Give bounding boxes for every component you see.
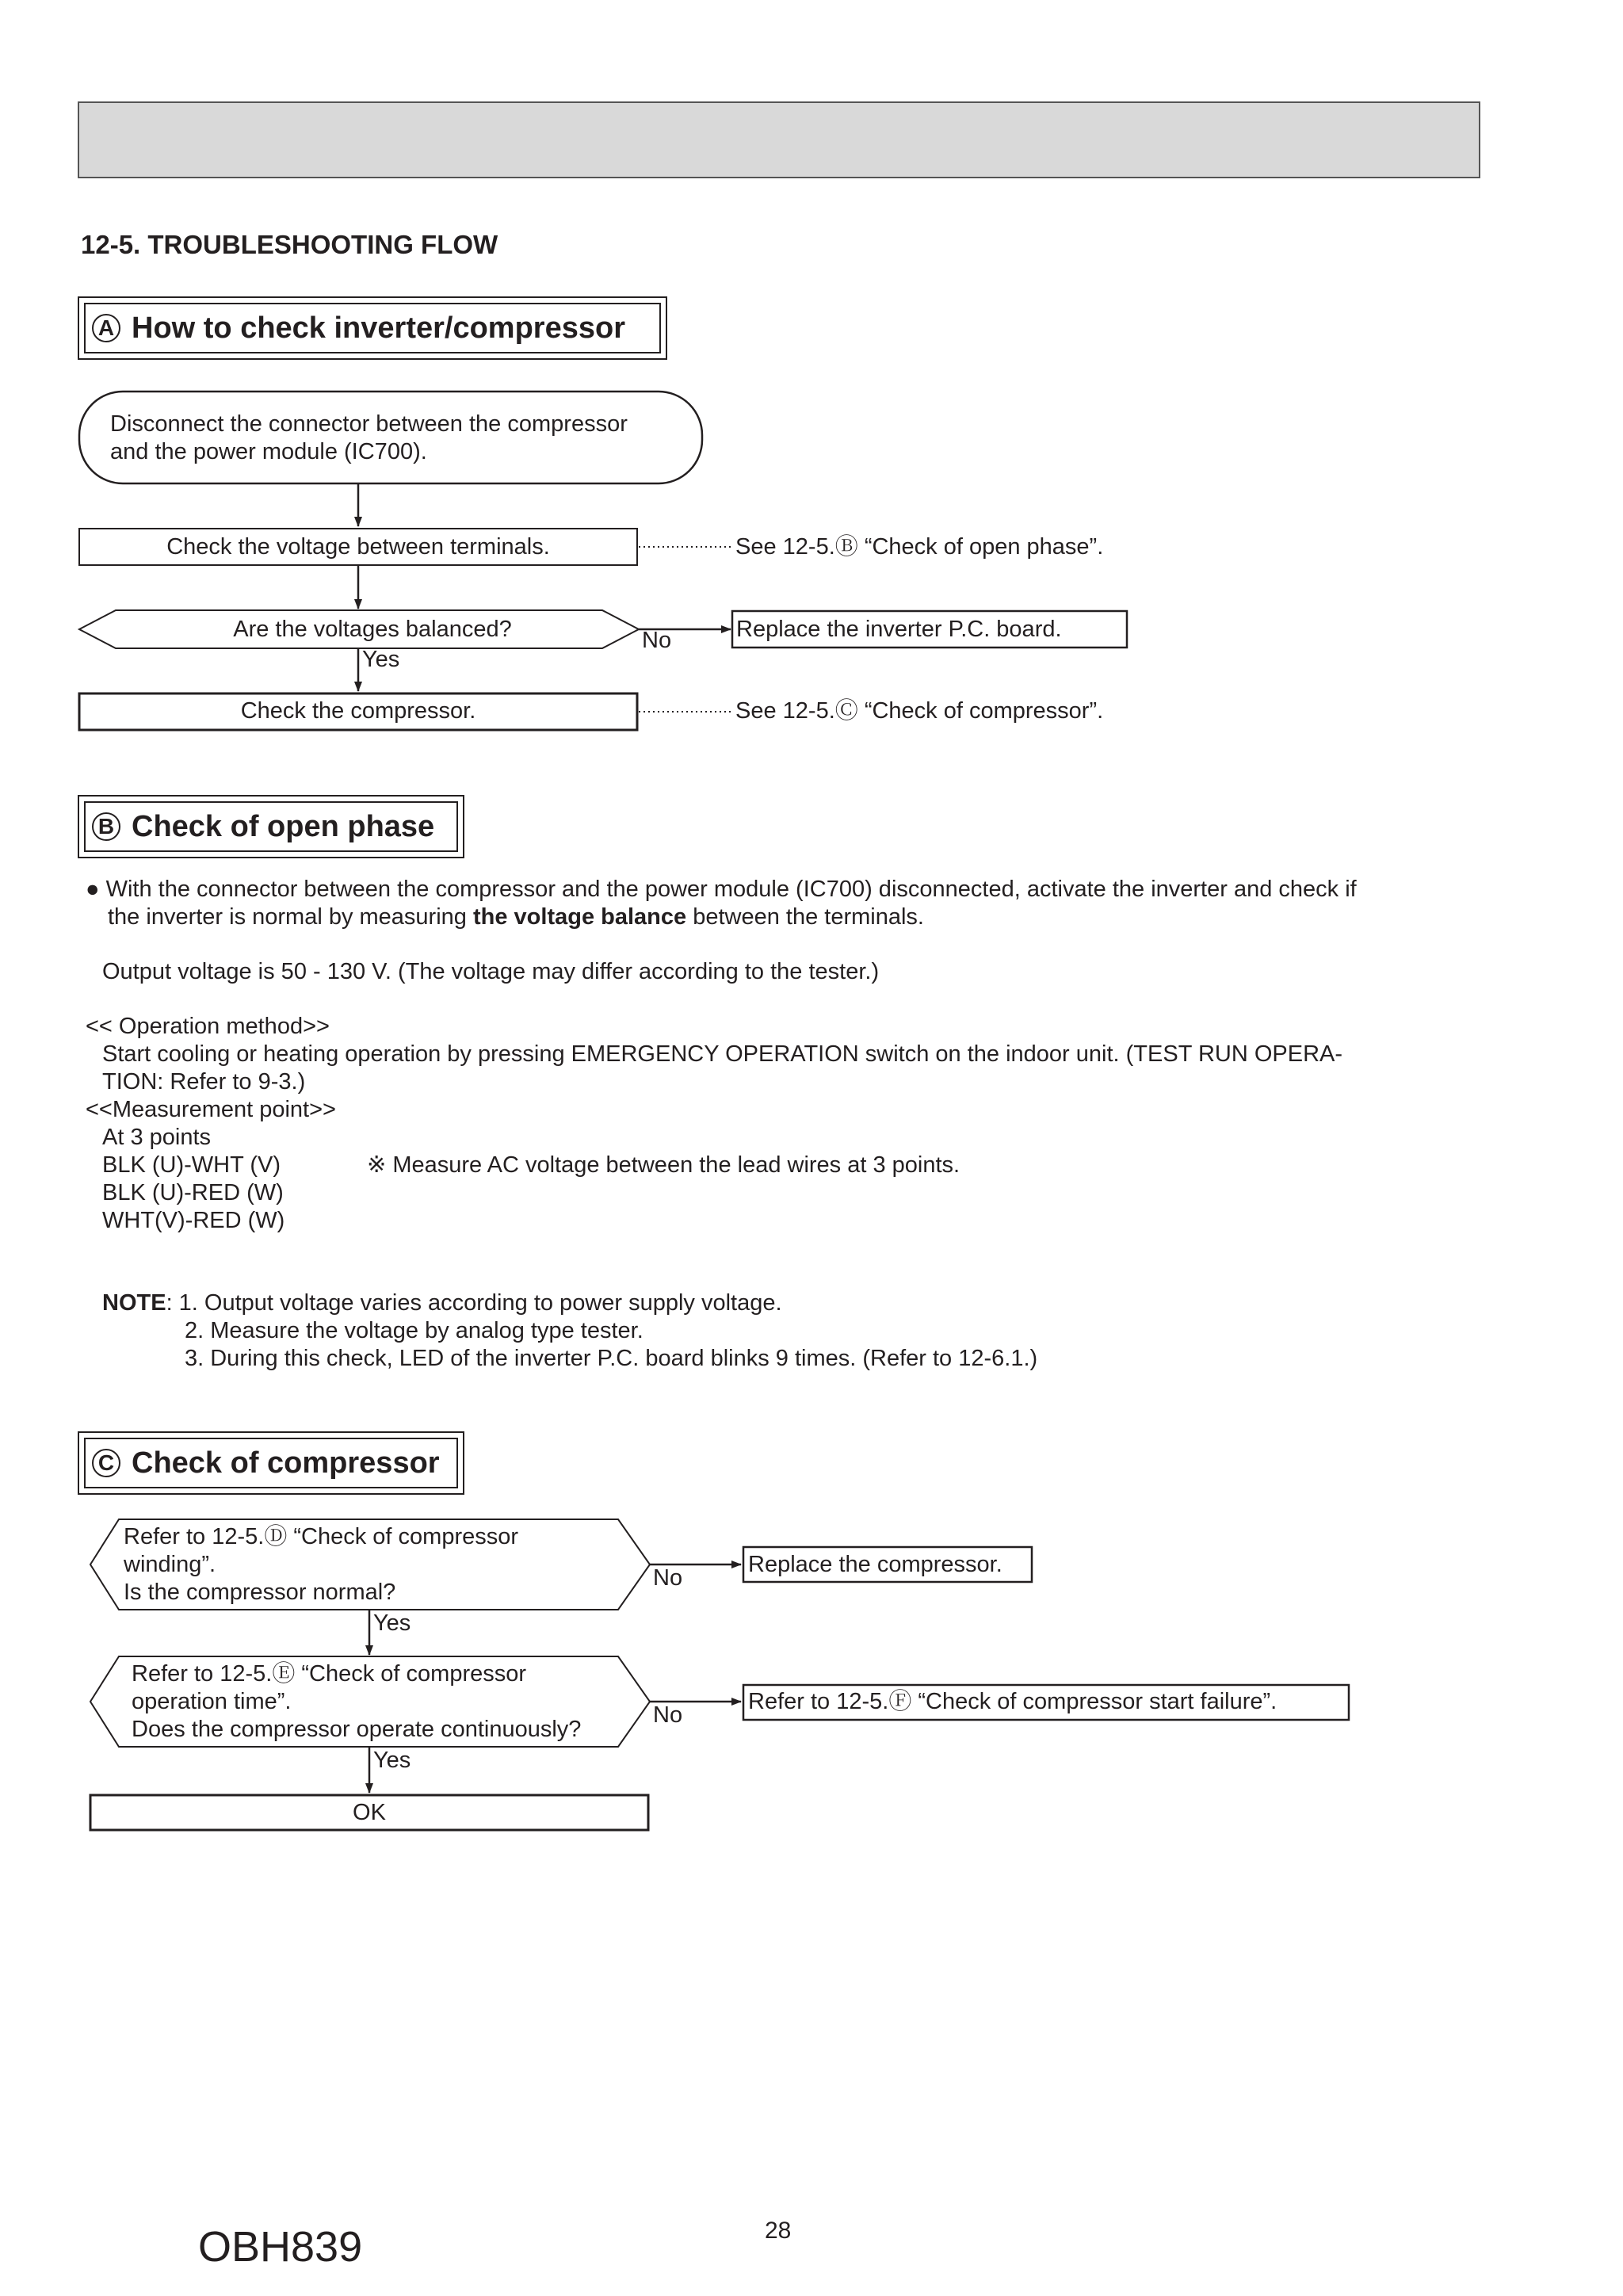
measurement-note: ※ Measure AC voltage between the lead wires at 3 points.: [367, 1152, 960, 1178]
decision2-line2: operation time”.: [132, 1689, 292, 1714]
step2-text: Check the compressor.: [240, 698, 476, 724]
replace-board-text: Replace the inverter P.C. board.: [736, 617, 1062, 642]
section-b-title: Check of open phase: [132, 809, 435, 843]
document-code: OBH839: [198, 2223, 363, 2271]
decision1-yes-label: Yes: [373, 1610, 411, 1636]
badge-c-icon: C: [92, 1449, 120, 1477]
decision-no-label: No: [642, 628, 672, 653]
operation-method-heading: << Operation method>>: [86, 1014, 330, 1039]
decision1-no-label: No: [653, 1565, 683, 1591]
section-b-bullet-line1: ● With the connector between the compressor and the power module (IC700) disconnected, activate the inverter and check if: [86, 877, 1357, 902]
decision2-line1: Refer to 12-5.Ⓔ “Check of compressor: [132, 1661, 527, 1687]
start-text-line2: and the power module (IC700).: [110, 439, 427, 464]
step1-reference: See 12-5.Ⓑ “Check of open phase”.: [735, 534, 1104, 560]
note-line3: 3. During this check, LED of the inverter P.C. board blinks 9 times. (Refer to 12-6.1.): [185, 1346, 1038, 1371]
section-c-title-box: [78, 1431, 464, 1495]
output-voltage-text: Output voltage is 50 - 130 V. (The voltage may differ according to the tester.): [102, 959, 880, 984]
note-line2: 2. Measure the voltage by analog type tester.: [185, 1318, 643, 1343]
decision2-no-label: No: [653, 1702, 683, 1728]
badge-a-icon: A: [92, 314, 120, 342]
replace-compressor-text: Replace the compressor.: [748, 1552, 1002, 1577]
start-text-line1: Disconnect the connector between the compressor: [110, 411, 628, 437]
decision-text: Are the voltages balanced?: [233, 617, 512, 642]
ok-text: OK: [353, 1800, 386, 1825]
step1-text: Check the voltage between terminals.: [166, 534, 550, 560]
operation-method-line2: TION: Refer to 9-3.): [102, 1069, 306, 1095]
section-a-title: How to check inverter/compressor: [132, 311, 625, 345]
measurement-point-2: BLK (U)-RED (W): [102, 1180, 284, 1205]
start-failure-text: Refer to 12-5.Ⓕ “Check of compressor start failure”.: [748, 1689, 1277, 1714]
section-c-title: Check of compressor: [132, 1446, 440, 1480]
measurement-point-heading: <<Measurement point>>: [86, 1097, 336, 1122]
section-b-title-box: [78, 795, 464, 858]
measurement-point-0: At 3 points: [102, 1125, 212, 1150]
decision1-line1: Refer to 12-5.Ⓓ “Check of compressor: [124, 1524, 519, 1549]
note-line1: NOTE: 1. Output voltage varies according to power supply voltage.: [102, 1290, 782, 1316]
decision2-yes-label: Yes: [373, 1748, 411, 1773]
measurement-point-3: WHT(V)-RED (W): [102, 1208, 285, 1233]
badge-b-icon: B: [92, 812, 120, 841]
measurement-point-1: BLK (U)-WHT (V): [102, 1152, 281, 1178]
decision1-line3: Is the compressor normal?: [124, 1580, 396, 1605]
decision-yes-label: Yes: [362, 647, 400, 672]
operation-method-line1: Start cooling or heating operation by pressing EMERGENCY OPERATION switch on the indoor unit. (TEST RUN OPERA-: [102, 1041, 1343, 1067]
decision2-line3: Does the compressor operate continuously?: [132, 1717, 582, 1742]
decision1-line2: winding”.: [124, 1552, 216, 1577]
step2-reference: See 12-5.Ⓒ “Check of compressor”.: [735, 698, 1104, 724]
section-b-bullet-line2: the inverter is normal by measuring the voltage balance between the terminals.: [108, 904, 924, 930]
page-number: 28: [765, 2218, 792, 2244]
section-heading: 12-5. TROUBLESHOOTING FLOW: [81, 230, 498, 259]
